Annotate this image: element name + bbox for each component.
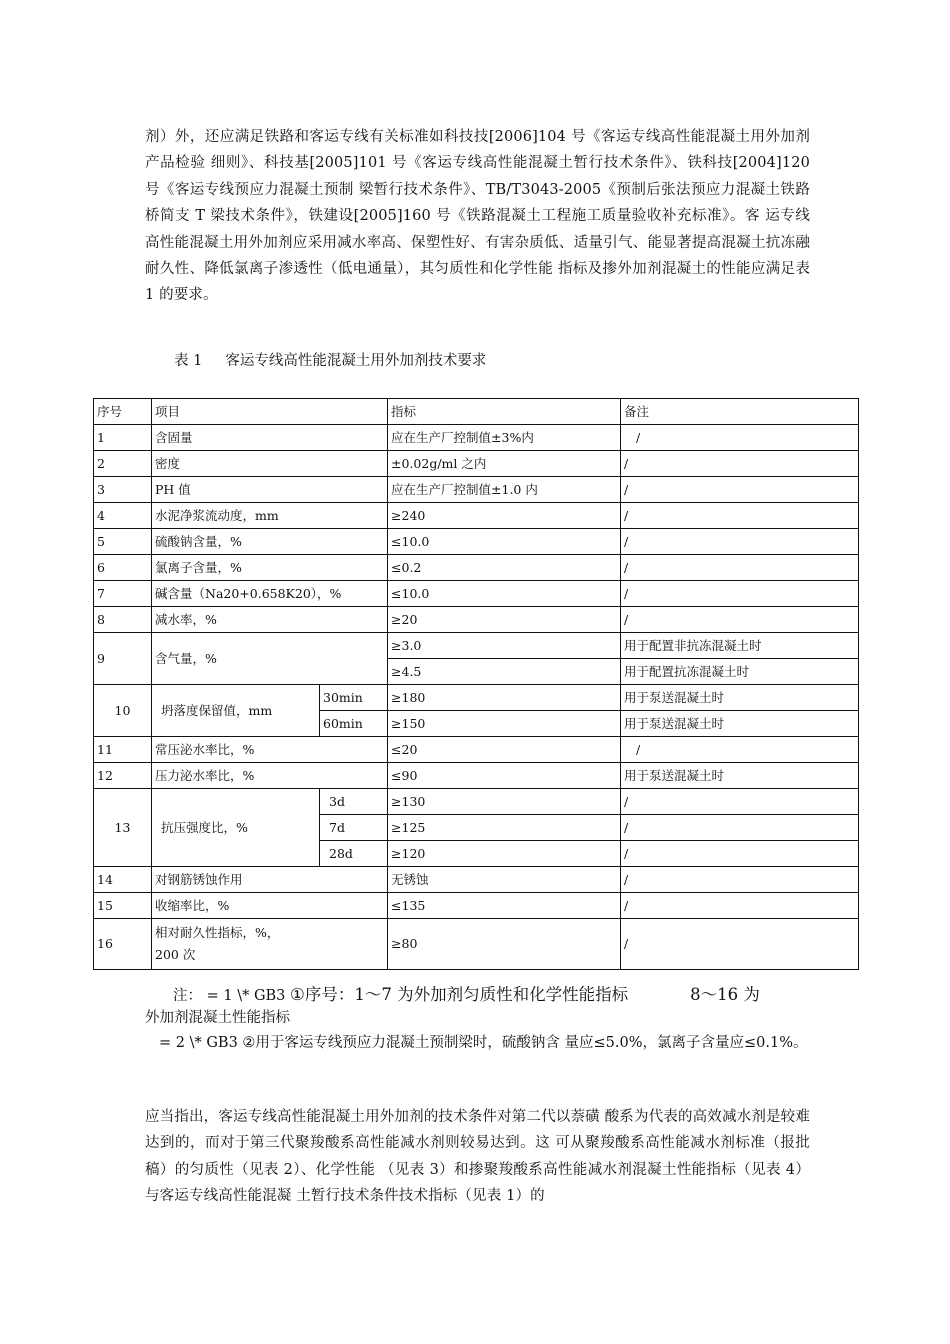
cell-item: 水泥净浆流动度，mm [152, 503, 388, 529]
cell-item: 收缩率比，% [152, 893, 388, 919]
header-no: 序号 [94, 399, 152, 425]
cell-no: 1 [94, 425, 152, 451]
cell-index: 无锈蚀 [388, 867, 621, 893]
cell-note: / [621, 529, 859, 555]
cell-index: ≤135 [388, 893, 621, 919]
cell-note: / [621, 581, 859, 607]
cell-item: 坍落度保留值，mm [152, 685, 320, 737]
cell-sub: 30min [320, 685, 388, 711]
cell-item: 含气量，% [152, 633, 388, 685]
table-row [94, 477, 859, 503]
cell-note: / [621, 919, 859, 970]
cell-no: 11 [94, 737, 152, 763]
cell-no: 3 [94, 477, 152, 503]
cell-item: 密度 [152, 451, 388, 477]
cell-index: ≥180 [388, 685, 621, 711]
cell-no: 12 [94, 763, 152, 789]
cell-index: ≤0.2 [388, 555, 621, 581]
cell-note: / [621, 555, 859, 581]
cell-index: ≥240 [388, 503, 621, 529]
table-caption: 表 1 客运专线高性能混凝土用外加剂技术要求 [174, 353, 487, 369]
cell-item: 碱含量（Na20+0.658K20），% [152, 581, 388, 607]
table-note-1 [145, 984, 810, 1029]
cell-item: 对钢筋锈蚀作用 [152, 867, 388, 893]
intro-paragraph: 剂）外，还应满足铁路和客运专线有关标准如科技技[2006]104 号《客运专线高性能混凝土用外加剂产品检验 细则》、科技基[2005]101 号《客运专线高性能混凝土暂行技术条件》、铁科技[2004]120 号《客运专线预应力混凝土预制 梁暂行技术条件》、TB/T3043-2005《预制后张法预应力混凝土铁路桥简支 T 梁技术条件》，铁建设[2005]160 号《铁路混凝土工程施工质量验收补充标准》。客 运专线 高性能混凝土用外加剂应采用减水率高、保塑性好、有害杂质低、适量引气、能显著提高混凝土抗冻融耐久性、降低氯离子渗透性（低电通量），其匀质性和化学性能 指标及掺外加剂混凝土的性能应满足表 1 的要求。 [145, 129, 810, 304]
cell-index: ≥150 [388, 711, 621, 737]
cell-item-line1: 相对耐久性指标，%， [155, 925, 280, 940]
cell-no: 5 [94, 529, 152, 555]
cell-index: ≥20 [388, 607, 621, 633]
cell-no: 8 [94, 607, 152, 633]
header-note: 备注 [621, 399, 859, 425]
cell-sub: 3d [320, 789, 388, 815]
cell-no: 10 [94, 685, 152, 737]
cell-item: 含固量 [152, 425, 388, 451]
cell-no: 16 [94, 919, 152, 970]
note1-tail: 8～16 为 [690, 985, 760, 1004]
table-header-row [94, 399, 859, 425]
cell-sub: 7d [320, 815, 388, 841]
cell-note: 用于泵送混凝土时 [621, 685, 859, 711]
note1-prefix: 注： = 1 \* GB3 [173, 988, 291, 1004]
cell-index: ≥80 [388, 919, 621, 970]
cell-note: / [621, 893, 859, 919]
cell-index: ≥3.0 [388, 633, 621, 659]
cell-index: 应在生产厂控制值±1.0 内 [388, 477, 621, 503]
cell-no: 9 [94, 633, 152, 685]
note2-text: ②用于客运专线预应力混凝土预制梁时，硫酸钠含 量应≤5.0%，氯离子含量应≤0.1%。 [242, 1035, 808, 1051]
cell-no: 7 [94, 581, 152, 607]
requirements-table [93, 398, 859, 970]
cell-item: PH 值 [152, 477, 388, 503]
cell-item-line2: 200 次 [155, 947, 196, 962]
cell-item: 硫酸钠含量，% [152, 529, 388, 555]
table-row [94, 425, 859, 451]
note2-prefix: = 2 \* GB3 [159, 1035, 243, 1051]
cell-note: / [621, 425, 859, 451]
cell-index: ≥4.5 [388, 659, 621, 685]
cell-no: 4 [94, 503, 152, 529]
cell-item: 氯离子含量，% [152, 555, 388, 581]
table-row [94, 893, 859, 919]
table-row [94, 529, 859, 555]
table-row [94, 607, 859, 633]
cell-index: ≥120 [388, 841, 621, 867]
cell-index: ≥130 [388, 789, 621, 815]
cell-note: / [621, 607, 859, 633]
table-row [94, 919, 859, 970]
cell-note: / [621, 867, 859, 893]
table-row [94, 555, 859, 581]
cell-no: 14 [94, 867, 152, 893]
cell-note: / [621, 789, 859, 815]
cell-item [152, 919, 388, 970]
table-row [94, 451, 859, 477]
cell-index: ±0.02g/ml 之内 [388, 451, 621, 477]
cell-note: / [621, 737, 859, 763]
cell-sub: 28d [320, 841, 388, 867]
table-row [94, 763, 859, 789]
conclusion-paragraph: 应当指出，客运专线高性能混凝土用外加剂的技术条件对第二代以萘磺 酸系为代表的高效减水剂是较难达到的，而对于第三代聚羧酸系高性能减水剂则较易达到。这 可从聚羧酸系高性能减水剂标准（报批稿）的匀质性（见表 2）、化学性能 （见表 3）和掺聚羧酸系高性能减水剂混凝土性能指标（见表 4）与客运专线高性能混凝 土暂行技术条件技术指标（见表 1）的 [145, 1109, 810, 1205]
note1-line2: 外加剂混凝土性能指标 [145, 1010, 290, 1026]
cell-note: / [621, 451, 859, 477]
cell-item: 常压泌水率比，% [152, 737, 388, 763]
cell-no: 15 [94, 893, 152, 919]
table-row [94, 685, 859, 711]
table-row [94, 581, 859, 607]
cell-index: ≥125 [388, 815, 621, 841]
header-item: 项目 [152, 399, 388, 425]
header-index: 指标 [388, 399, 621, 425]
cell-no: 6 [94, 555, 152, 581]
cell-note: 用于配置非抗冻混凝土时 [621, 633, 859, 659]
cell-sub: 60min [320, 711, 388, 737]
cell-no: 13 [94, 789, 152, 867]
table-row [94, 503, 859, 529]
table-row [94, 633, 859, 659]
cell-index: ≤20 [388, 737, 621, 763]
cell-item: 抗压强度比，% [152, 789, 320, 867]
table-row [94, 737, 859, 763]
cell-note: 用于泵送混凝土时 [621, 763, 859, 789]
table-row [94, 789, 859, 815]
cell-note: / [621, 815, 859, 841]
cell-index: ≤90 [388, 763, 621, 789]
cell-index: ≤10.0 [388, 581, 621, 607]
cell-note: / [621, 841, 859, 867]
cell-note: 用于泵送混凝土时 [621, 711, 859, 737]
cell-item: 减水率，% [152, 607, 388, 633]
cell-item: 压力泌水率比，% [152, 763, 388, 789]
cell-note: / [621, 503, 859, 529]
table-note-2 [145, 1031, 810, 1055]
cell-note: 用于配置抗冻混凝土时 [621, 659, 859, 685]
cell-note: / [621, 477, 859, 503]
cell-no: 2 [94, 451, 152, 477]
cell-index: ≤10.0 [388, 529, 621, 555]
note1-text: ①序号：1～7 为外加剂匀质性和化学性能指标 [290, 985, 629, 1004]
table-row [94, 867, 859, 893]
cell-index: 应在生产厂控制值±3%内 [388, 425, 621, 451]
